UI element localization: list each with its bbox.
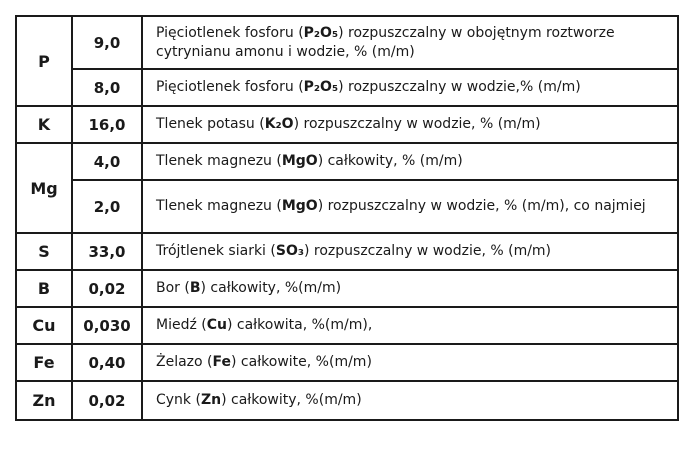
element-symbol-k: K xyxy=(16,106,72,143)
component-description: Tlenek magnezu (MgO) rozpuszczalny w wodzie, % (m/m), co najmiej xyxy=(142,180,678,233)
table-row xyxy=(16,344,678,381)
content-value: 9,0 xyxy=(72,16,142,69)
component-description: Tlenek potasu (K₂O) rozpuszczalny w wodzie, % (m/m) xyxy=(142,106,678,143)
table-row xyxy=(16,180,678,233)
table-row xyxy=(16,307,678,344)
table-row xyxy=(16,233,678,270)
element-symbol-zn: Zn xyxy=(16,381,72,420)
element-symbol-cu: Cu xyxy=(16,307,72,344)
table-row xyxy=(16,16,678,69)
component-description: Miedź (Cu) całkowita, %(m/m), xyxy=(142,307,678,344)
element-symbol-mg: Mg xyxy=(16,143,72,233)
element-symbol-s: S xyxy=(16,233,72,270)
component-description: Tlenek magnezu (MgO) całkowity, % (m/m) xyxy=(142,143,678,180)
table-row xyxy=(16,69,678,106)
content-value: 16,0 xyxy=(72,106,142,143)
component-description: Żelazo (Fe) całkowite, %(m/m) xyxy=(142,344,678,381)
component-description: Bor (B) całkowity, %(m/m) xyxy=(142,270,678,307)
table-row xyxy=(16,143,678,180)
element-symbol-b: B xyxy=(16,270,72,307)
table-row xyxy=(16,270,678,307)
table-row xyxy=(16,381,678,420)
component-description: Trójtlenek siarki (SO₃) rozpuszczalny w wodzie, % (m/m) xyxy=(142,233,678,270)
content-value: 0,030 xyxy=(72,307,142,344)
component-description: Pięciotlenek fosforu (P₂O₅) rozpuszczalny w wodzie,% (m/m) xyxy=(142,69,678,106)
element-symbol-fe: Fe xyxy=(16,344,72,381)
content-value: 4,0 xyxy=(72,143,142,180)
content-value: 2,0 xyxy=(72,180,142,233)
composition-table xyxy=(15,15,679,421)
content-value: 0,40 xyxy=(72,344,142,381)
content-value: 0,02 xyxy=(72,270,142,307)
element-symbol-p: P xyxy=(16,16,72,106)
component-description: Cynk (Zn) całkowity, %(m/m) xyxy=(142,381,678,420)
content-value: 0,02 xyxy=(72,381,142,420)
content-value: 8,0 xyxy=(72,69,142,106)
table-row xyxy=(16,106,678,143)
component-description: Pięciotlenek fosforu (P₂O₅) rozpuszczalny w obojętnym roztworze cytrynianu amonu i wodzie, % (m/m) xyxy=(142,16,678,69)
content-value: 33,0 xyxy=(72,233,142,270)
